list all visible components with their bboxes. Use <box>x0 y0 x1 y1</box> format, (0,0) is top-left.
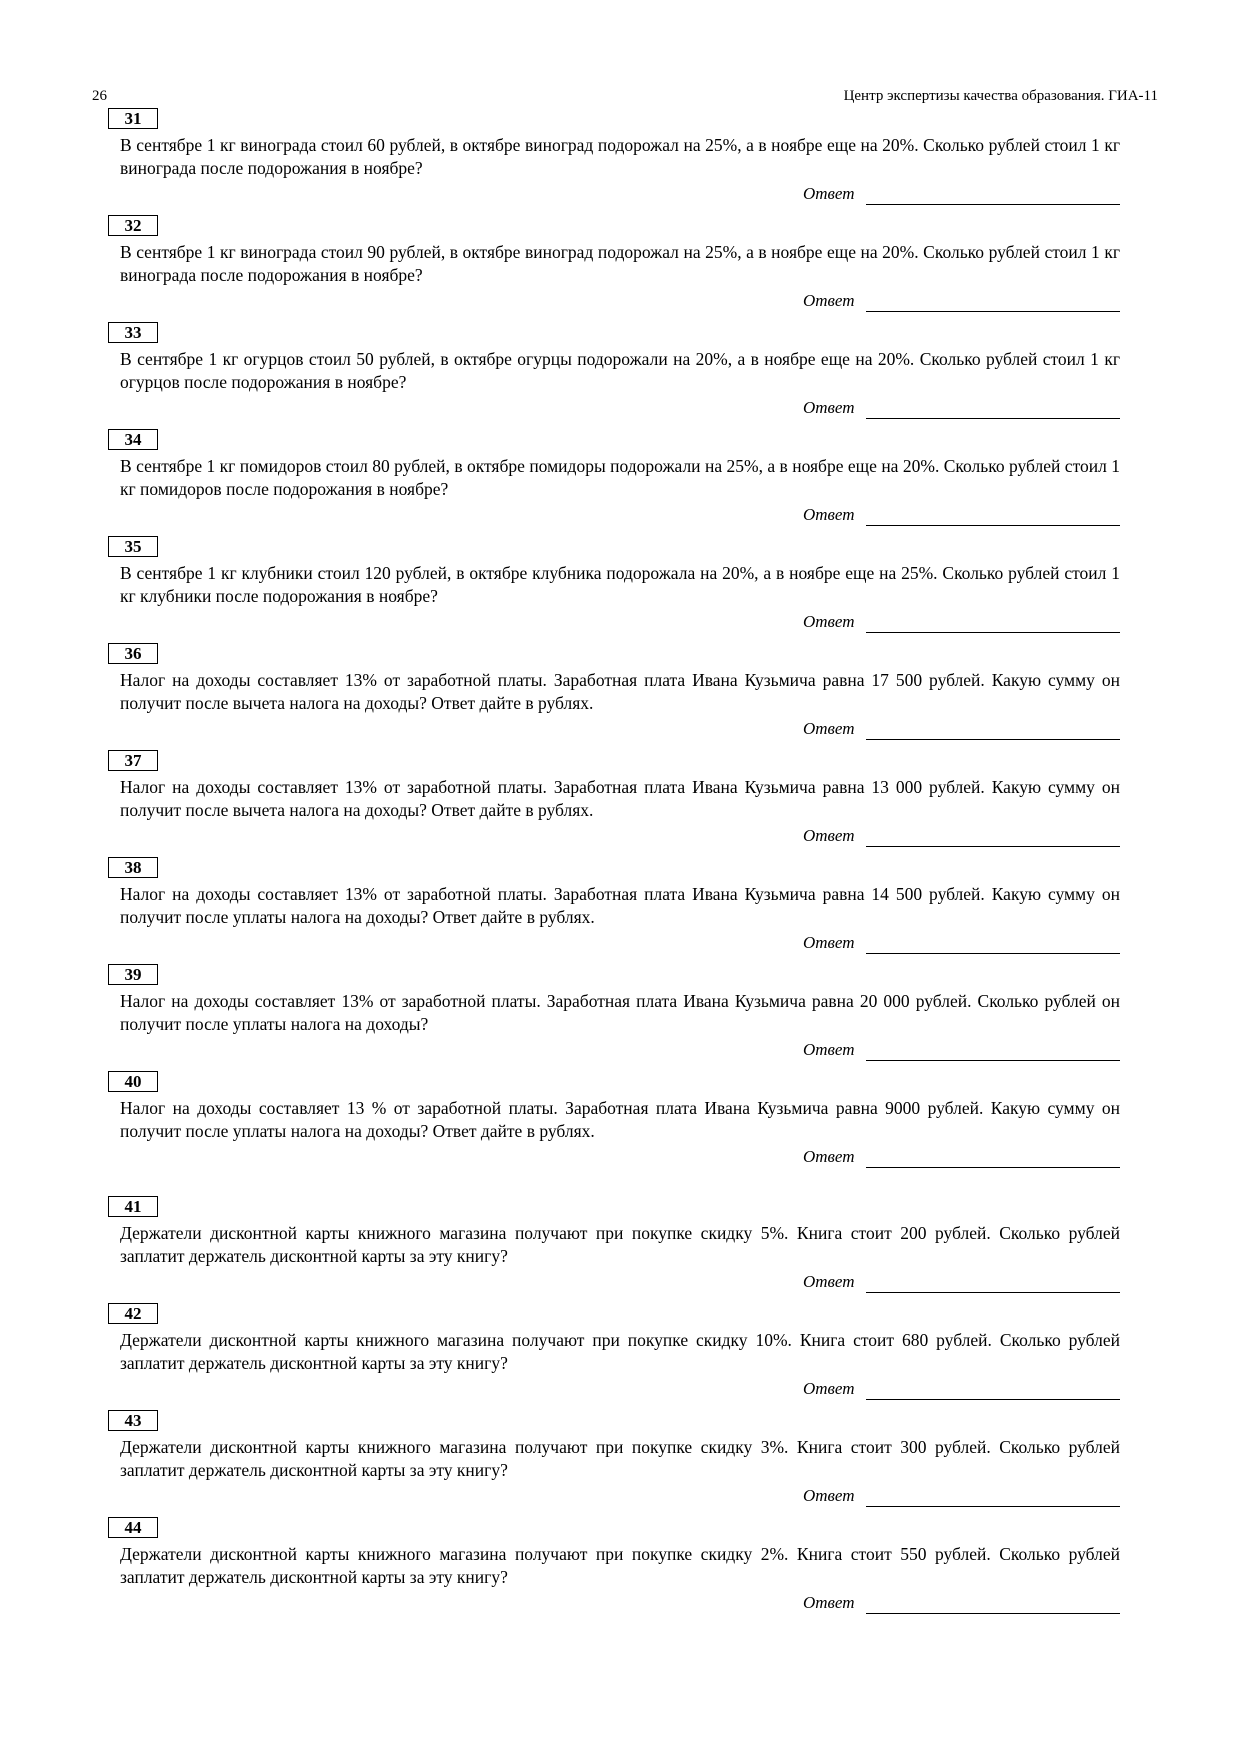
answer-line <box>866 632 1120 633</box>
answer-label: Ответ <box>803 1379 855 1398</box>
problem-number-box: 44 <box>108 1517 158 1538</box>
answer-line <box>866 1167 1120 1168</box>
answer-line <box>866 1399 1120 1400</box>
problem-text: В сентябре 1 кг огурцов стоил 50 рублей, в октябре огурцы подорожали на 20%, а в ноябре еще на 20%. Сколько рублей стоил 1 кг огурцов после подорожания в ноябре? <box>120 349 1120 392</box>
answer-line <box>866 846 1120 847</box>
answer-field[interactable] <box>803 183 1120 207</box>
answer-label: Ответ <box>803 1486 855 1505</box>
problem-number-box: 33 <box>108 322 158 343</box>
problem-number-box: 38 <box>108 857 158 878</box>
answer-label: Ответ <box>803 184 855 203</box>
problem-number-box: 32 <box>108 215 158 236</box>
problem-text: Налог на доходы составляет 13% от заработной платы. Заработная плата Ивана Кузьмича равна 13 000 рублей. Какую сумму он получит после вычета налога на доходы? Ответ дайте в рублях. <box>120 777 1120 820</box>
answer-field[interactable] <box>803 1592 1120 1616</box>
problem-text: Налог на доходы составляет 13 % от заработной платы. Заработная плата Ивана Кузьмича равна 9000 рублей. Какую сумму он получит после уплаты налога на доходы? Ответ дайте в рублях. <box>120 1098 1120 1141</box>
answer-label: Ответ <box>803 1040 855 1059</box>
problem-number-box: 39 <box>108 964 158 985</box>
answer-label: Ответ <box>803 612 855 631</box>
answer-label: Ответ <box>803 1272 855 1291</box>
answer-line <box>866 1613 1120 1614</box>
problem-number-box: 43 <box>108 1410 158 1431</box>
problem-text: В сентябре 1 кг винограда стоил 90 рублей, в октябре виноград подорожал на 25%, а в ноябре еще на 20%. Сколько рублей стоил 1 кг винограда после подорожания в ноябре? <box>120 242 1120 285</box>
answer-field[interactable] <box>803 1271 1120 1295</box>
problem-text: Держатели дисконтной карты книжного магазина получают при покупке скидку 2%. Книга стоит 550 рублей. Сколько рублей заплатит держатель дисконтной карты за эту книгу? <box>120 1544 1120 1587</box>
answer-line <box>866 953 1120 954</box>
answer-line <box>866 525 1120 526</box>
answer-field[interactable] <box>803 611 1120 635</box>
problem-text: Налог на доходы составляет 13% от заработной платы. Заработная плата Ивана Кузьмича равна 20 000 рублей. Сколько рублей он получит после уплаты налога на доходы? <box>120 991 1120 1034</box>
answer-line <box>866 1292 1120 1293</box>
problem-text: Держатели дисконтной карты книжного магазина получают при покупке скидку 5%. Книга стоит 200 рублей. Сколько рублей заплатит держатель дисконтной карты за эту книгу? <box>120 1223 1120 1266</box>
problem-number-box: 41 <box>108 1196 158 1217</box>
answer-field[interactable] <box>803 290 1120 314</box>
problem-text: Держатели дисконтной карты книжного магазина получают при покупке скидку 10%. Книга стоит 680 рублей. Сколько рублей заплатит держатель дисконтной карты за эту книгу? <box>120 1330 1120 1373</box>
problem-number-box: 42 <box>108 1303 158 1324</box>
answer-label: Ответ <box>803 826 855 845</box>
answer-field[interactable] <box>803 932 1120 956</box>
problem-text: В сентябре 1 кг винограда стоил 60 рублей, в октябре виноград подорожал на 25%, а в ноябре еще на 20%. Сколько рублей стоил 1 кг винограда после подорожания в ноябре? <box>120 135 1120 178</box>
problem-number-box: 31 <box>108 108 158 129</box>
problem-number-box: 37 <box>108 750 158 771</box>
problem-number-box: 40 <box>108 1071 158 1092</box>
page-number: 26 <box>92 88 107 104</box>
answer-label: Ответ <box>803 719 855 738</box>
answer-line <box>866 204 1120 205</box>
answer-field[interactable] <box>803 1146 1120 1170</box>
answer-field[interactable] <box>803 1485 1120 1509</box>
answer-line <box>866 311 1120 312</box>
answer-label: Ответ <box>803 505 855 524</box>
problem-text: Налог на доходы составляет 13% от заработной платы. Заработная плата Ивана Кузьмича равна 14 500 рублей. Какую сумму он получит после уплаты налога на доходы? Ответ дайте в рублях. <box>120 884 1120 927</box>
problem-text: В сентябре 1 кг клубники стоил 120 рублей, в октябре клубника подорожала на 20%, а в ноябре еще на 25%. Сколько рублей стоил 1 кг клубники после подорожания в ноябре? <box>120 563 1120 606</box>
problem-text: Держатели дисконтной карты книжного магазина получают при покупке скидку 3%. Книга стоит 300 рублей. Сколько рублей заплатит держатель дисконтной карты за эту книгу? <box>120 1437 1120 1480</box>
answer-label: Ответ <box>803 933 855 952</box>
page-header-title: Центр экспертизы качества образования. ГИА-11 <box>843 88 1158 104</box>
answer-field[interactable] <box>803 1378 1120 1402</box>
problem-text: В сентябре 1 кг помидоров стоил 80 рублей, в октябре помидоры подорожали на 25%, а в ноябре еще на 20%. Сколько рублей стоил 1 кг помидоров после подорожания в ноябре? <box>120 456 1120 499</box>
answer-label: Ответ <box>803 291 855 310</box>
answer-line <box>866 418 1120 419</box>
answer-label: Ответ <box>803 398 855 417</box>
answer-line <box>866 739 1120 740</box>
answer-line <box>866 1506 1120 1507</box>
answer-label: Ответ <box>803 1147 855 1166</box>
answer-field[interactable] <box>803 1039 1120 1063</box>
answer-label: Ответ <box>803 1593 855 1612</box>
problem-number-box: 36 <box>108 643 158 664</box>
answer-field[interactable] <box>803 397 1120 421</box>
problem-text: Налог на доходы составляет 13% от заработной платы. Заработная плата Ивана Кузьмича равна 17 500 рублей. Какую сумму он получит после вычета налога на доходы? Ответ дайте в рублях. <box>120 670 1120 713</box>
answer-line <box>866 1060 1120 1061</box>
answer-field[interactable] <box>803 718 1120 742</box>
problem-number-box: 34 <box>108 429 158 450</box>
answer-field[interactable] <box>803 504 1120 528</box>
answer-field[interactable] <box>803 825 1120 849</box>
problem-number-box: 35 <box>108 536 158 557</box>
